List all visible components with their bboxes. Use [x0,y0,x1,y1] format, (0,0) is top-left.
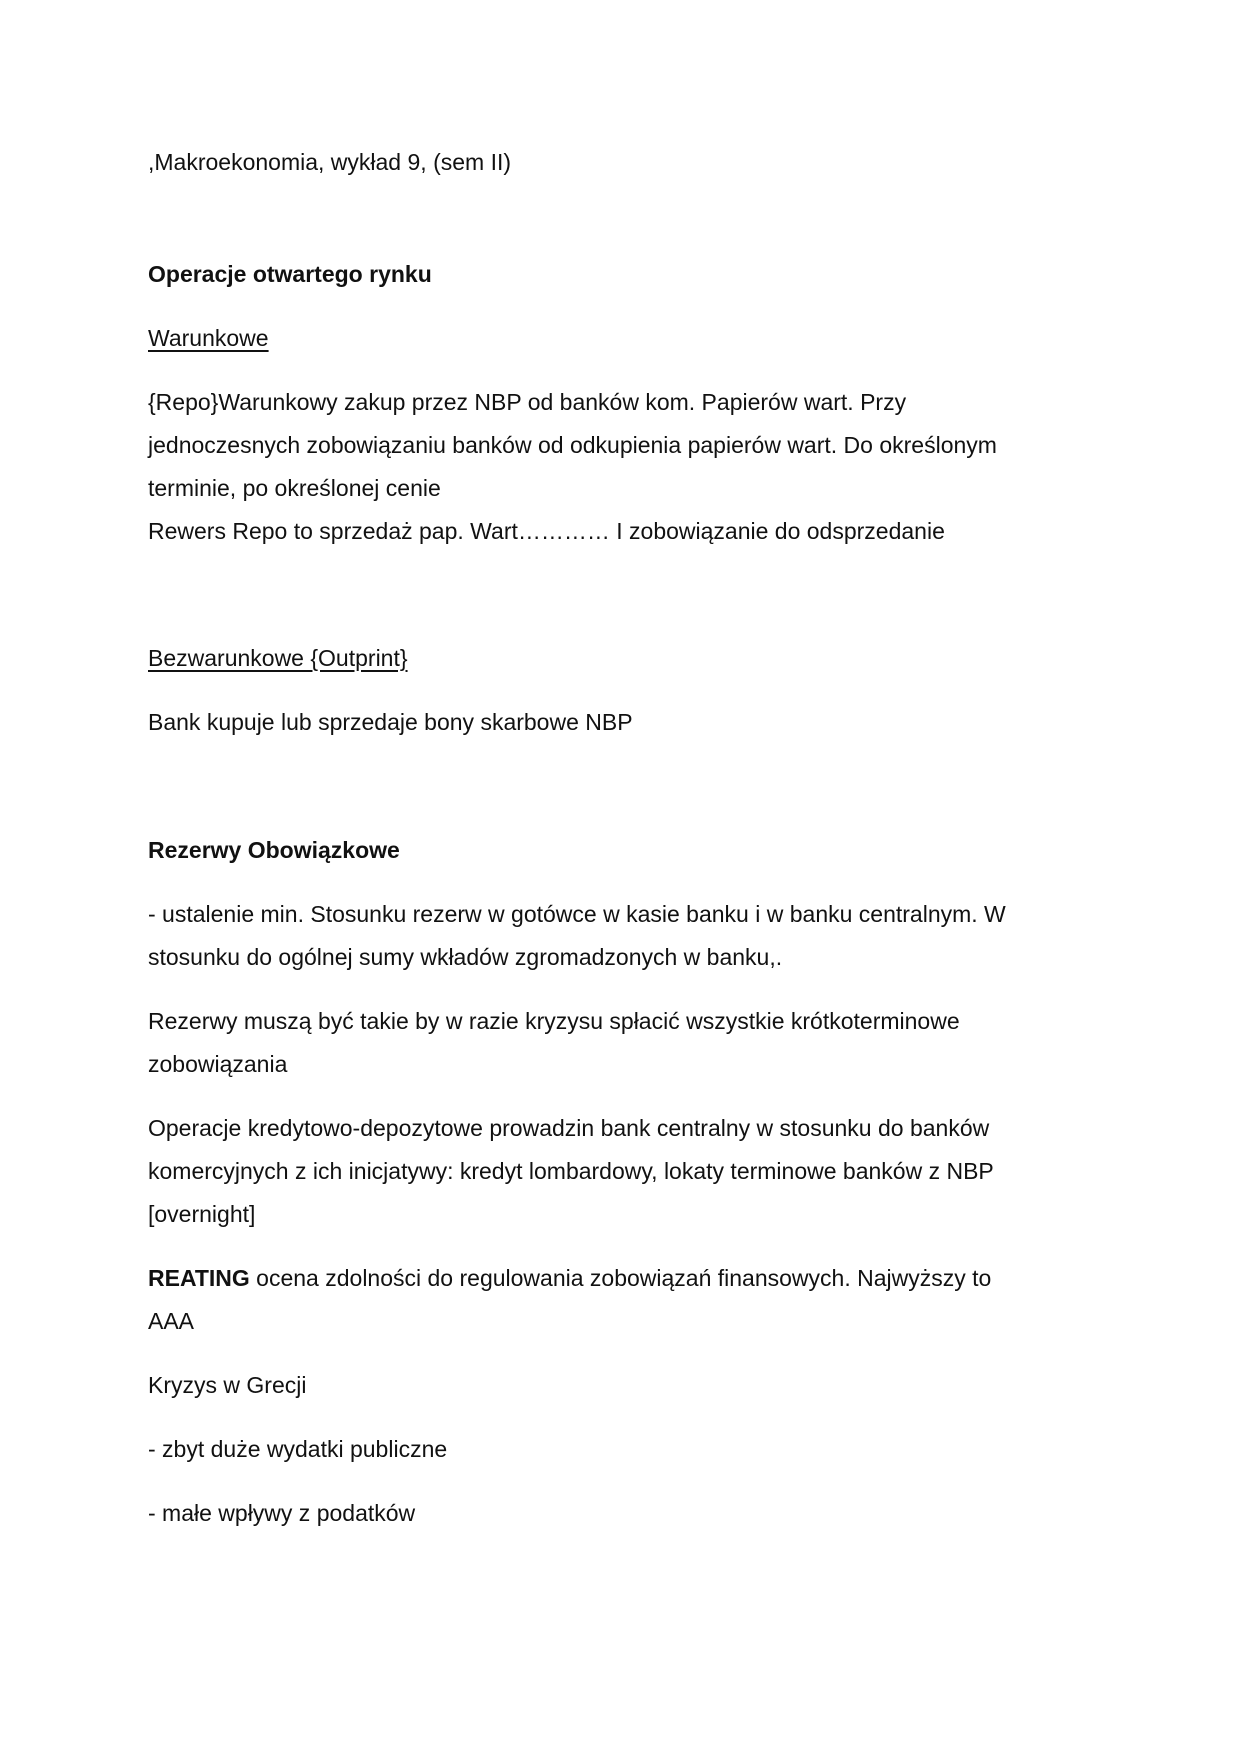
operations-line-3: [overnight] [148,1201,256,1227]
section-title-reserves: Rezerwy Obowiązkowe [148,837,400,863]
subsection-title-unconditional: Bezwarunkowe {Outprint} [148,645,408,671]
reserves-line-1: - ustalenie min. Stosunku rezerw w gotówce w kasie banku i w banku centralnym. W [148,901,1006,927]
rating-definition: ocena zdolności do regulowania zobowiązań finansowych. Najwyższy to [249,1265,992,1291]
greece-crisis-item-1: - zbyt duże wydatki publiczne [148,1436,448,1462]
section-title-open-market: Operacje otwartego rynku [148,261,432,287]
rating-line-2: AAA [148,1308,195,1334]
bank-bonds-line: Bank kupuje lub sprzedaje bony skarbowe NBP [148,709,633,735]
rating-line-1 [148,1263,991,1293]
reserves-crisis-line-2: zobowiązania [148,1051,288,1077]
reserves-crisis-line-1: Rezerwy muszą być takie by w razie kryzysu spłacić wszystkie krótkoterminowe [148,1008,960,1034]
greece-crisis-title: Kryzys w Grecji [148,1372,307,1398]
repo-line-3: terminie, po określonej cenie [148,475,441,501]
repo-line-1: {Repo}Warunkowy zakup przez NBP od banków kom. Papierów wart. Przy [148,389,907,415]
rating-term: REATING [148,1265,250,1291]
rewers-repo-line: Rewers Repo to sprzedaż pap. Wart………… I zobowiązanie do odsprzedanie [148,518,945,544]
document-header: ,Makroekonomia, wykład 9, (sem II) [148,149,512,175]
reserves-line-2: stosunku do ogólnej sumy wkładów zgromadzonych w banku,. [148,944,783,970]
greece-crisis-item-2: - małe wpływy z podatków [148,1500,416,1526]
operations-line-1: Operacje kredytowo-depozytowe prowadzin bank centralny w stosunku do banków [148,1115,990,1141]
operations-line-2: komercyjnych z ich inicjatywy: kredyt lombardowy, lokaty terminowe banków z NBP [148,1158,994,1184]
repo-line-2: jednoczesnych zobowiązaniu banków od odkupienia papierów wart. Do określonym [148,432,997,458]
subsection-title-conditional: Warunkowe [148,325,269,351]
